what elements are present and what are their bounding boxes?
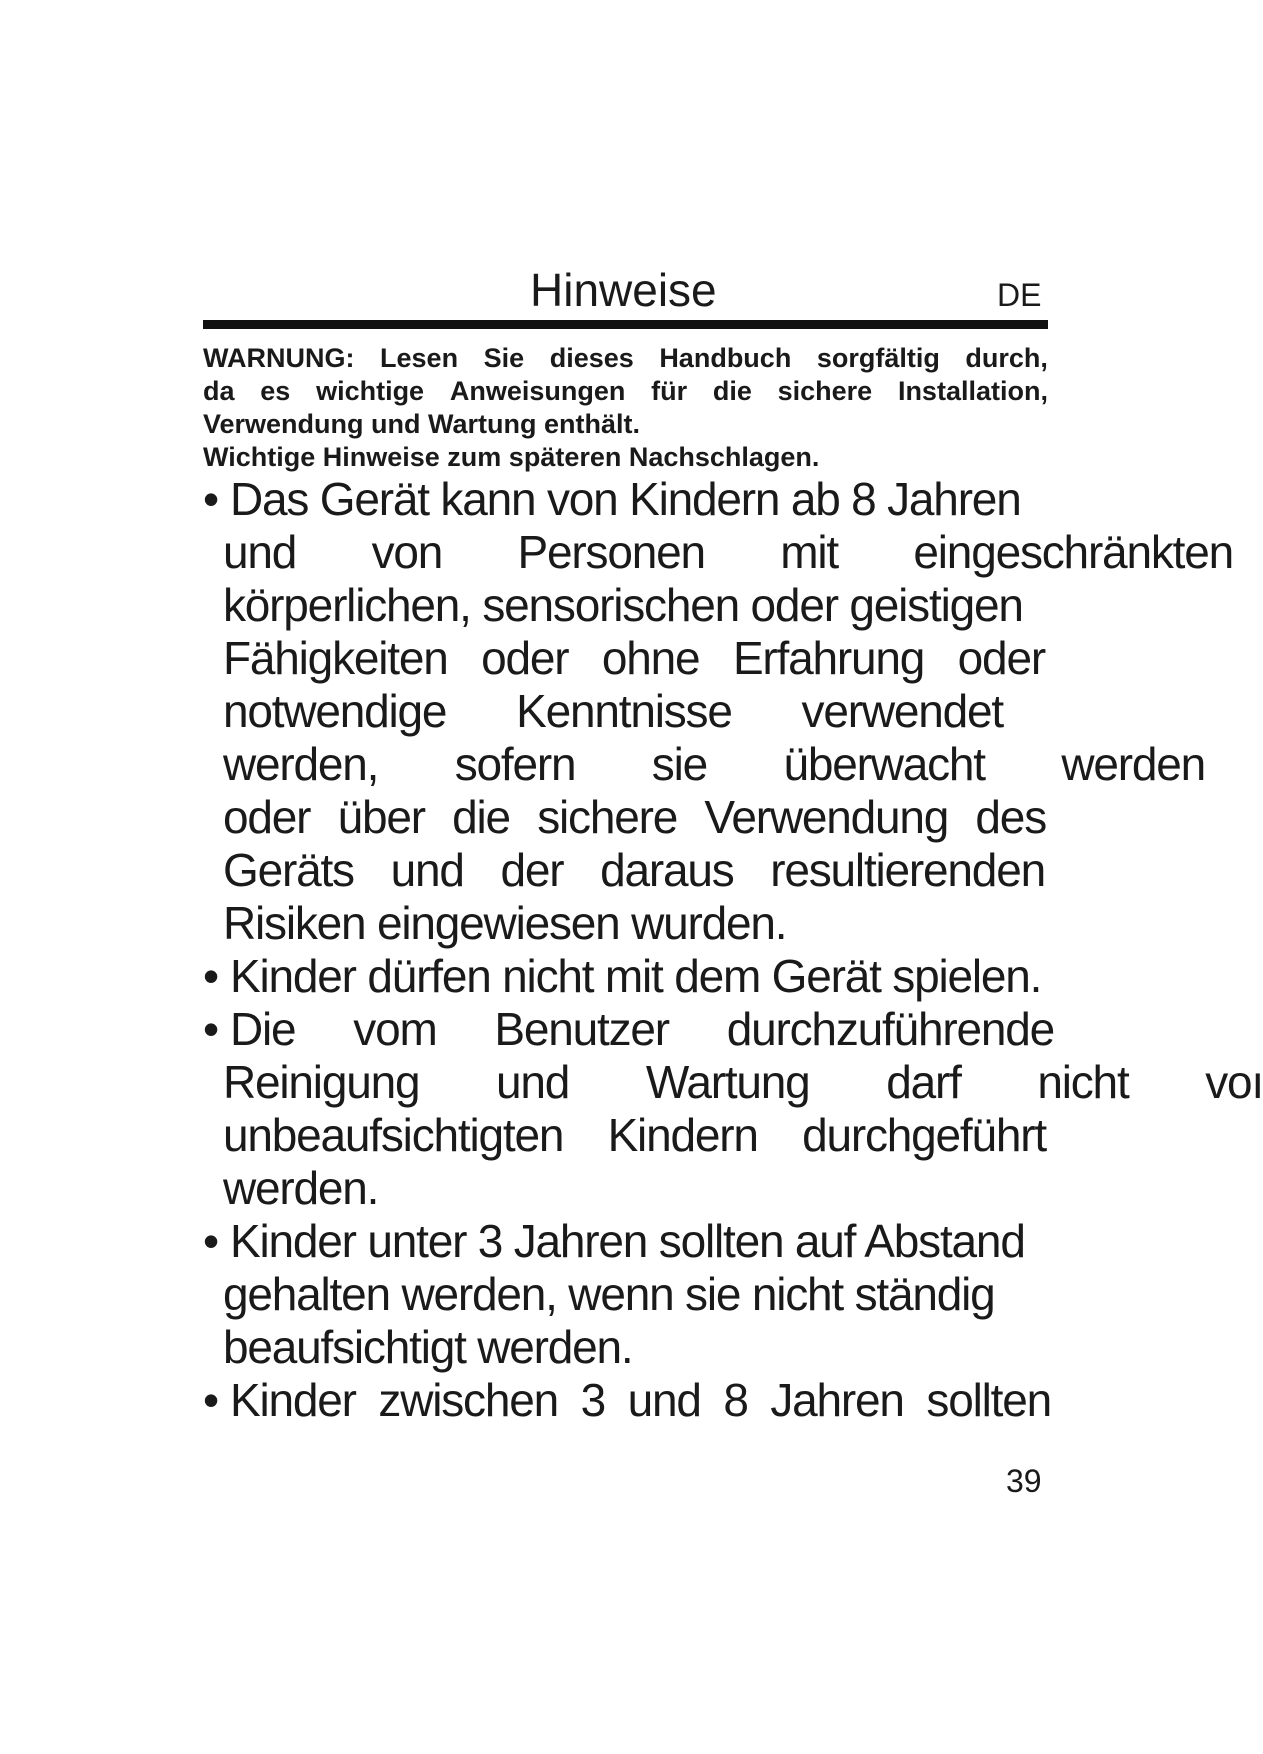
bullet-word: 3 <box>580 1374 605 1426</box>
bullet-line-text <box>223 1109 1046 1162</box>
bullet-word: resultierenden <box>770 844 1045 896</box>
bullet-line-text: Risiken eingewiesen wurden. <box>223 897 787 949</box>
warning-word: Handbuch <box>659 343 792 373</box>
header-rule <box>203 320 1048 329</box>
bullet-icon: • <box>203 1003 218 1055</box>
bullet-word: oder <box>957 632 1045 684</box>
bullet-3-line-4 <box>223 1162 1263 1215</box>
bullet-word: Fähigkeiten <box>223 632 448 684</box>
bullet-word: Kindern <box>607 1109 758 1161</box>
bullet-word: ohne <box>601 632 700 684</box>
bullet-line-text <box>223 685 1003 738</box>
bullet-word: zwischen <box>378 1374 558 1426</box>
warning-word: Lesen <box>380 343 459 373</box>
bullet-word: mit <box>780 526 838 578</box>
bullet-word: über <box>337 791 425 843</box>
bullet-word: eingeschränkten <box>913 526 1233 578</box>
bullet-4-line-2 <box>223 1268 1263 1321</box>
bullet-1-line-9 <box>223 897 1263 950</box>
bullet-word: und <box>627 1374 701 1426</box>
bullet-word: der <box>500 844 564 896</box>
warning-line-4: Wichtige Hinweise zum späteren Nachschlagen. <box>203 442 820 472</box>
safety-bullet-list <box>203 473 1263 1427</box>
bullet-line-text <box>230 1374 1051 1427</box>
warning-word: durch, <box>965 343 1048 373</box>
bullet-word: unbeaufsichtigten <box>223 1109 564 1161</box>
bullet-line-text <box>223 844 1045 897</box>
bullet-word: und <box>496 1056 570 1108</box>
bullet-line-text: werden. <box>223 1162 379 1214</box>
bullet-line-text: gehalten werden, wenn sie nicht ständig <box>223 1268 995 1320</box>
warning-word: sichere <box>777 376 873 406</box>
bullet-word: verwendet <box>801 685 1003 737</box>
bullet-word: die <box>452 791 510 843</box>
bullet-icon: • <box>203 473 218 525</box>
bullet-word: daraus <box>600 844 734 896</box>
bullet-word: nicht <box>1037 1056 1129 1108</box>
warning-word: die <box>712 376 752 406</box>
bullet-word: Wartung <box>645 1056 810 1108</box>
bullet-word: Kenntnisse <box>516 685 732 737</box>
bullet-word: sie <box>651 738 707 790</box>
warning-word: Anweisungen <box>449 376 626 406</box>
bullet-line-text: Kinder unter 3 Jahren sollten auf Abstand <box>230 1215 1025 1267</box>
bullet-1-line-1 <box>203 473 1263 526</box>
bullet-word: des <box>975 791 1046 843</box>
bullet-line-text <box>223 791 1046 844</box>
warning-word: Installation, <box>897 376 1048 406</box>
bullet-line-text <box>223 1056 1263 1109</box>
warning-word: da <box>203 376 235 406</box>
bullet-line-text: Kinder dürfen nicht mit dem Gerät spielen. <box>230 950 1042 1002</box>
bullet-word: notwendige <box>223 685 447 737</box>
page-title: Hinweise <box>530 264 717 316</box>
bullet-line-text: Das Gerät kann von Kindern ab 8 Jahren <box>230 473 1021 525</box>
bullet-word: werden, <box>223 738 379 790</box>
bullet-icon: • <box>203 950 218 1002</box>
warning-block <box>203 342 1048 474</box>
bullet-word: überwacht <box>783 738 985 790</box>
bullet-word: Kinder <box>230 1374 356 1426</box>
bullet-line-text <box>223 632 1045 685</box>
warning-word: WARNUNG: <box>203 343 355 373</box>
bullet-1-line-2 <box>223 526 1263 579</box>
bullet-word: Geräts <box>223 844 354 896</box>
bullet-word: Jahren <box>770 1374 904 1426</box>
bullet-2-line-1 <box>203 950 1263 1003</box>
bullet-4-line-3 <box>223 1321 1263 1374</box>
bullet-word: Verwendung <box>704 791 949 843</box>
warning-line-1 <box>203 342 1048 375</box>
bullet-word: und <box>223 526 297 578</box>
bullet-1-line-7 <box>223 791 1263 844</box>
bullet-word: sollten <box>926 1374 1051 1426</box>
warning-line-2 <box>203 375 1048 408</box>
bullet-3-line-2 <box>223 1056 1263 1109</box>
bullet-1-line-4 <box>223 632 1263 685</box>
bullet-1-line-5 <box>223 685 1263 738</box>
bullet-word: Reinigung <box>223 1056 420 1108</box>
warning-word: sorgfältig <box>816 343 940 373</box>
bullet-word: 8 <box>723 1374 748 1426</box>
bullet-line-text <box>223 526 1233 579</box>
bullet-word: und <box>390 844 464 896</box>
bullet-line-text: beaufsichtigt werden. <box>223 1321 633 1373</box>
bullet-1-line-3 <box>223 579 1263 632</box>
bullet-3-line-3 <box>223 1109 1263 1162</box>
warning-word: wichtige <box>316 376 425 406</box>
page-number: 39 <box>1006 1463 1042 1499</box>
bullet-word: durchzuführende <box>726 1003 1054 1055</box>
bullet-line-text <box>223 738 1205 791</box>
bullet-word: Die <box>230 1003 296 1055</box>
bullet-5-line-1 <box>203 1374 1263 1427</box>
warning-word: dieses <box>549 343 634 373</box>
bullet-word: oder <box>481 632 569 684</box>
bullet-line-text <box>230 1003 1054 1056</box>
bullet-word: Personen <box>517 526 705 578</box>
bullet-word: darf <box>886 1056 961 1108</box>
bullet-word: vom <box>353 1003 437 1055</box>
bullet-word: sofern <box>454 738 576 790</box>
language-code: DE <box>997 277 1042 313</box>
bullet-1-line-8 <box>223 844 1263 897</box>
bullet-icon: • <box>203 1374 218 1426</box>
bullet-word: Erfahrung <box>732 632 925 684</box>
bullet-word: von <box>371 526 443 578</box>
bullet-word: Benutzer <box>494 1003 669 1055</box>
bullet-1-line-6 <box>223 738 1263 791</box>
bullet-word: werden <box>1061 738 1205 790</box>
warning-word: Sie <box>483 343 525 373</box>
bullet-line-text: körperlichen, sensorischen oder geistigen <box>223 579 1023 631</box>
bullet-3-line-1 <box>203 1003 1263 1056</box>
bullet-word: voı <box>1205 1056 1263 1108</box>
warning-word: es <box>260 376 291 406</box>
warning-word: für <box>651 376 688 406</box>
bullet-4-line-1 <box>203 1215 1263 1268</box>
bullet-word: sichere <box>537 791 678 843</box>
bullet-word: durchgeführt <box>802 1109 1046 1161</box>
bullet-word: oder <box>223 791 311 843</box>
bullet-icon: • <box>203 1215 218 1267</box>
warning-line-3: Verwendung und Wartung enthält. <box>203 409 640 439</box>
